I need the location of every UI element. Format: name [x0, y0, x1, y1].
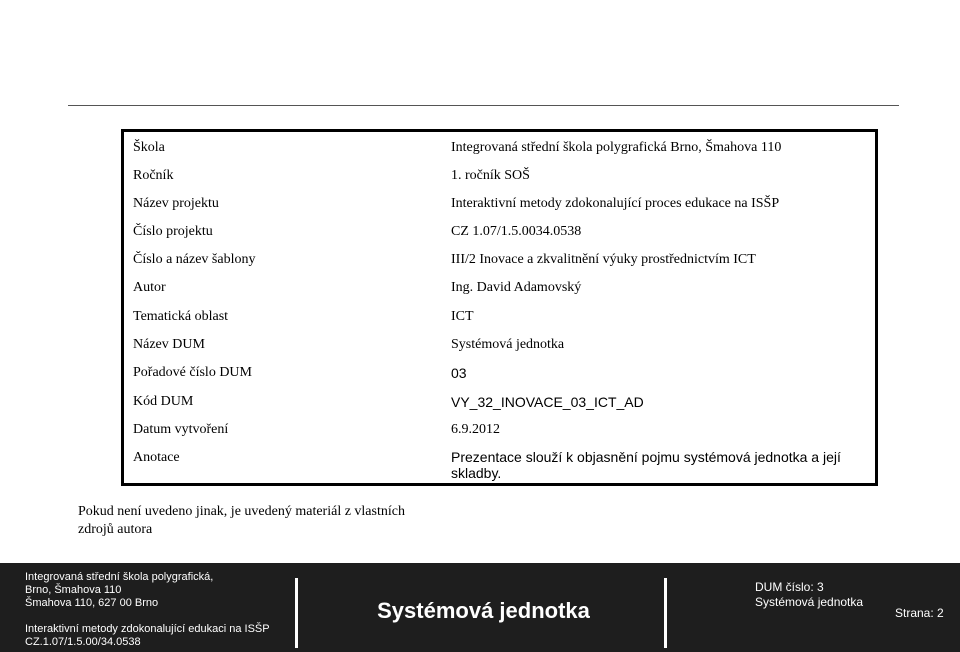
- table-row: [124, 190, 875, 218]
- page-number: Strana: 2: [895, 606, 944, 620]
- row-value: CZ 1.07/1.5.0034.0538: [451, 224, 582, 239]
- table-row: [124, 331, 875, 359]
- table-row: [124, 274, 875, 302]
- row-label: Anotace: [133, 450, 180, 465]
- table-row: [124, 388, 875, 416]
- row-value: 1. ročník SOŠ: [451, 168, 530, 183]
- header-rule: [68, 105, 899, 106]
- row-label: Pořadové číslo DUM: [133, 365, 252, 380]
- table-row: [124, 162, 875, 190]
- row-label: Ročník: [133, 168, 174, 183]
- row-value: VY_32_INOVACE_03_ICT_AD: [451, 394, 644, 410]
- row-value: 03: [451, 365, 467, 381]
- row-label: Kód DUM: [133, 394, 194, 409]
- row-value: III/2 Inovace a zkvalitnění výuky prostřednictvím ICT: [451, 252, 756, 267]
- table-row: [124, 246, 875, 274]
- footer-bar: [0, 563, 960, 652]
- table-row: [124, 218, 875, 246]
- footer-school-line: Šmahova 110, 627 00 Brno: [25, 597, 159, 609]
- footer-school-line: Integrovaná střední škola polygrafická,: [25, 571, 214, 583]
- footer-divider: [664, 578, 667, 648]
- row-label: Autor: [133, 280, 166, 295]
- row-value: Ing. David Adamovský: [451, 280, 582, 295]
- row-value: 6.9.2012: [451, 422, 500, 437]
- row-label: Škola: [133, 140, 165, 155]
- table-row: [124, 359, 875, 387]
- source-note: Pokud není uvedeno jinak, je uvedený materiál z vlastních zdrojů autora: [78, 504, 405, 537]
- row-label: Datum vytvoření: [133, 422, 229, 437]
- footer-dum-number: DUM číslo: 3: [755, 580, 824, 594]
- row-value: ICT: [451, 309, 474, 324]
- footer-school-info: [25, 571, 270, 649]
- footer-project-code: CZ.1.07/1.5.00/34.0538: [25, 636, 141, 648]
- row-value: Interaktivní metody zdokonalující proces edukace na ISŠP: [451, 196, 780, 211]
- row-value: Integrovaná střední škola polygrafická Brno, Šmahova 110: [451, 140, 782, 155]
- footer-divider: [295, 578, 298, 648]
- footer-dum-info: [755, 580, 863, 610]
- table-row: [124, 303, 875, 331]
- row-label: Název projektu: [133, 196, 219, 211]
- dum-info-table: [121, 129, 878, 486]
- table-row: [124, 444, 875, 480]
- footer-school-line: Brno, Šmahova 110: [25, 584, 122, 596]
- row-value: Systémová jednotka: [451, 337, 565, 352]
- footer-project-line: Interaktivní metody zdokonalující edukaci na ISŠP: [25, 623, 270, 635]
- row-label: Název DUM: [133, 337, 205, 352]
- row-label: Číslo a název šablony: [133, 252, 256, 267]
- footer-dum-name: Systémová jednotka: [755, 595, 864, 609]
- footer-title: Systémová jednotka: [377, 598, 590, 623]
- table-row: [124, 416, 875, 444]
- row-value: Prezentace slouží k objasnění pojmu systémová jednotka a její skladby.: [451, 449, 841, 481]
- table-row: [124, 134, 875, 162]
- row-label: Číslo projektu: [133, 224, 213, 239]
- row-label: Tematická oblast: [133, 309, 229, 324]
